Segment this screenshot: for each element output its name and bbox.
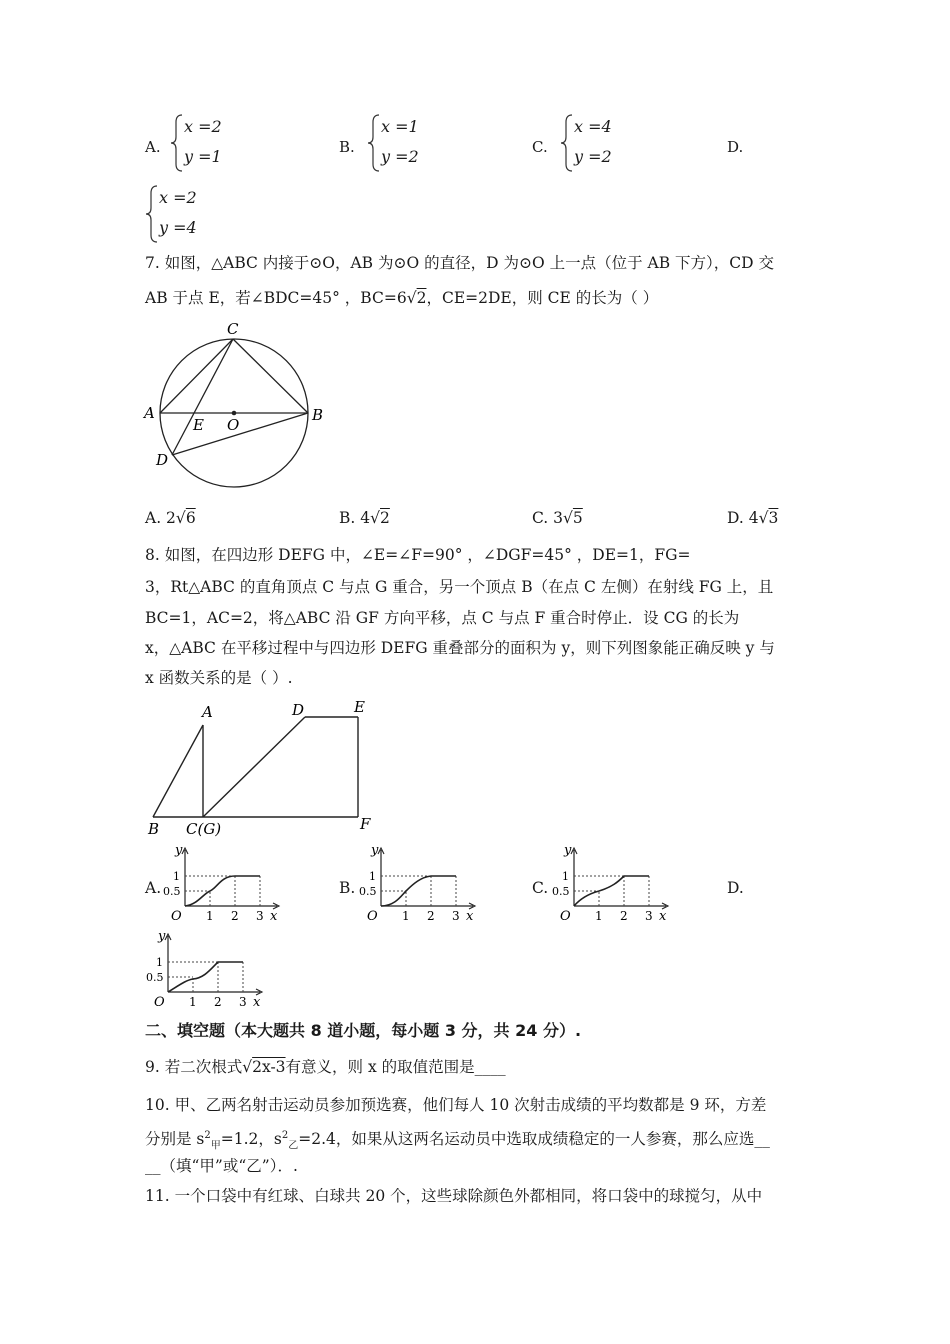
q10-sup-2: 2 — [281, 1130, 289, 1141]
tick-x-1: 1 — [595, 909, 603, 922]
label-c: C — [227, 320, 239, 338]
q6-option-b-letter: B. — [339, 138, 355, 156]
q6-option-a-system — [170, 112, 230, 172]
q7-option-d-radicand: 3 — [768, 509, 779, 527]
q10-sup-1: 2 — [204, 1130, 211, 1141]
tick-y-1: 1 — [562, 870, 569, 883]
q6-option-d-x: x =2 — [159, 188, 197, 207]
tick-y-1: 1 — [173, 870, 180, 883]
label-f: F — [360, 815, 371, 833]
tick-x-3: 3 — [645, 909, 653, 922]
q10-line-3: __（填“甲”或“乙”）．. — [145, 1157, 298, 1175]
sqrt-icon: √ — [406, 289, 417, 307]
origin: O — [171, 909, 182, 922]
brace-icon — [170, 112, 184, 174]
q7-option-c-radicand: 5 — [572, 509, 583, 527]
q6-option-c-y: y =2 — [574, 147, 612, 166]
q6-option-a-letter: A. — [145, 138, 161, 156]
q7-option-a-radicand: 6 — [185, 509, 196, 527]
label-e: E — [193, 416, 204, 434]
origin: O — [560, 909, 571, 922]
label-e: E — [354, 698, 365, 716]
q8-option-c-letter: C. — [532, 879, 549, 897]
q8-option-d-letter: D. — [727, 879, 744, 897]
tick-y-half: 0.5 — [359, 885, 377, 898]
q6-option-a-y: y =1 — [184, 147, 222, 166]
tick-x-2: 2 — [620, 909, 628, 922]
q6-option-a-x: x =2 — [184, 117, 222, 136]
q8-line-5: x 函数关系的是（ ）. — [145, 669, 293, 687]
tick-x-1: 1 — [206, 909, 214, 922]
q9-radicand: 2x-3 — [252, 1058, 286, 1076]
tick-x-1: 1 — [402, 909, 410, 922]
tick-x-3: 3 — [239, 995, 247, 1008]
q7-line-2-pre: AB 于点 E，若∠BDC=45° ，BC=6 — [145, 289, 407, 307]
axis-x: x — [253, 995, 261, 1008]
axis-x: x — [659, 909, 667, 922]
q6-option-b-system — [367, 112, 427, 172]
label-d: D — [292, 701, 305, 719]
q11-line-1: 11. 一个口袋中有红球、白球共 20 个，这些球除颜色外都相同，将口袋中的球搅匀，从中 — [145, 1187, 763, 1205]
tick-x-3: 3 — [256, 909, 264, 922]
q7-option-b-label: B. 4 — [339, 509, 371, 527]
q8-line-4: x，△ABC 在平移过程中与四边形 DEFG 重叠部分的面积为 y，则下列图象能正确反映 y 与 — [145, 639, 775, 657]
q8-option-a-letter: A. — [145, 879, 162, 897]
q8-quadrilateral-figure — [140, 695, 390, 840]
q7-option-d — [727, 508, 778, 528]
q8-option-b-letter: B. — [339, 879, 356, 897]
q7-option-c-label: C. 3 — [532, 509, 564, 527]
q6-option-c-x: x =4 — [574, 117, 612, 136]
q8-graph-b — [351, 844, 481, 922]
label-a: A — [144, 404, 155, 422]
q10-part-b: =1.2，s — [220, 1130, 282, 1149]
label-b: B — [148, 820, 160, 838]
q7-option-c — [532, 508, 583, 528]
q8-line-1: 8. 如图，在四边形 DEFG 中，∠E=∠F=90° ，∠DGF=45° ，DE=1，FG= — [145, 546, 691, 564]
brace-icon — [367, 112, 381, 174]
tick-x-2: 2 — [427, 909, 435, 922]
tick-x-1: 1 — [189, 995, 197, 1008]
label-b: B — [312, 406, 324, 424]
q8-line-3: BC=1，AC=2，将△ABC 沿 GF 方向平移，点 C 与点 F 重合时停止．设 CG 的长为 — [145, 609, 740, 627]
q6-option-d-y: y =4 — [159, 218, 197, 237]
label-cg: C(G) — [186, 820, 222, 838]
tick-y-half: 0.5 — [552, 885, 570, 898]
q6-option-d-system — [145, 183, 205, 243]
tick-y-1: 1 — [156, 956, 163, 969]
label-d: D — [156, 451, 169, 469]
q10-sub-jia: 甲 — [210, 1140, 221, 1152]
tick-y-half: 0.5 — [163, 885, 181, 898]
q8-line-2: 3，Rt△ABC 的直角顶点 C 与点 G 重合，另一个顶点 B（在点 C 左侧）在射线 FG 上，且 — [145, 578, 774, 596]
q7-option-b-radicand: 2 — [380, 509, 390, 527]
q6-option-c-system — [560, 112, 620, 172]
q8-graph-d — [138, 930, 268, 1008]
sqrt-icon: √ — [758, 509, 769, 527]
tick-y-1: 1 — [369, 870, 376, 883]
q7-line-2 — [145, 288, 658, 308]
tick-x-2: 2 — [214, 995, 222, 1008]
label-a: A — [202, 703, 213, 721]
q8-graph-a — [155, 844, 285, 922]
q6-option-c-letter: C. — [532, 138, 548, 156]
q9-pre: 9. 若二次根式 — [145, 1058, 243, 1076]
q6-option-d-letter: D. — [727, 138, 744, 156]
q8-graph-c — [544, 844, 674, 922]
q7-option-a-label: A. 2 — [145, 509, 176, 527]
q7-line-2-post: ，CE=2DE，则 CE 的长为（ ） — [426, 289, 659, 307]
q10-line-1: 10. 甲、乙两名射击运动员参加预选赛，他们每人 10 次射击成绩的平均数都是 9 环，方差 — [145, 1096, 767, 1114]
sqrt-icon: √ — [370, 509, 380, 527]
q10-part-c: =2.4，如果从这两名运动员中选取成绩稳定的一人参赛，那么应选__ — [298, 1130, 770, 1149]
label-o: O — [227, 416, 240, 434]
sqrt-icon: √ — [242, 1058, 253, 1076]
sqrt-icon: √ — [175, 509, 186, 527]
q7-line-2-radicand: 2 — [416, 289, 427, 307]
axis-x: x — [466, 909, 474, 922]
axis-y: y — [371, 844, 379, 858]
sqrt-icon: √ — [563, 509, 573, 527]
q7-line-1: 7. 如图，△ABC 内接于⊙O，AB 为⊙O 的直径，D 为⊙O 上一点（位于 AB 下方），CD 交 — [145, 254, 775, 272]
brace-icon — [560, 112, 574, 174]
q9-post: 有意义，则 x 的取值范围是____ — [285, 1058, 506, 1076]
q6-option-b-x: x =1 — [381, 117, 419, 136]
axis-y: y — [564, 844, 572, 858]
origin: O — [367, 909, 378, 922]
section-2-title: 二、填空题（本大题共 8 道小题，每小题 3 分，共 24 分）. — [145, 1021, 582, 1040]
origin: O — [154, 995, 165, 1008]
q7-option-b — [339, 508, 390, 528]
q7-option-d-label: D. 4 — [727, 509, 759, 527]
q10-sub-yi: 乙 — [288, 1140, 299, 1152]
axis-y: y — [175, 844, 183, 858]
q10-line-2 — [145, 1126, 770, 1156]
q7-option-a — [145, 508, 196, 528]
tick-y-half: 0.5 — [146, 971, 164, 984]
tick-x-2: 2 — [231, 909, 239, 922]
axis-y: y — [158, 930, 166, 944]
q10-part-a: 分别是 s — [145, 1130, 205, 1149]
q6-option-b-y: y =2 — [381, 147, 419, 166]
tick-x-3: 3 — [452, 909, 460, 922]
brace-icon — [145, 183, 159, 245]
axis-x: x — [270, 909, 278, 922]
q7-circle-figure — [140, 318, 340, 488]
q9-line — [145, 1057, 506, 1077]
